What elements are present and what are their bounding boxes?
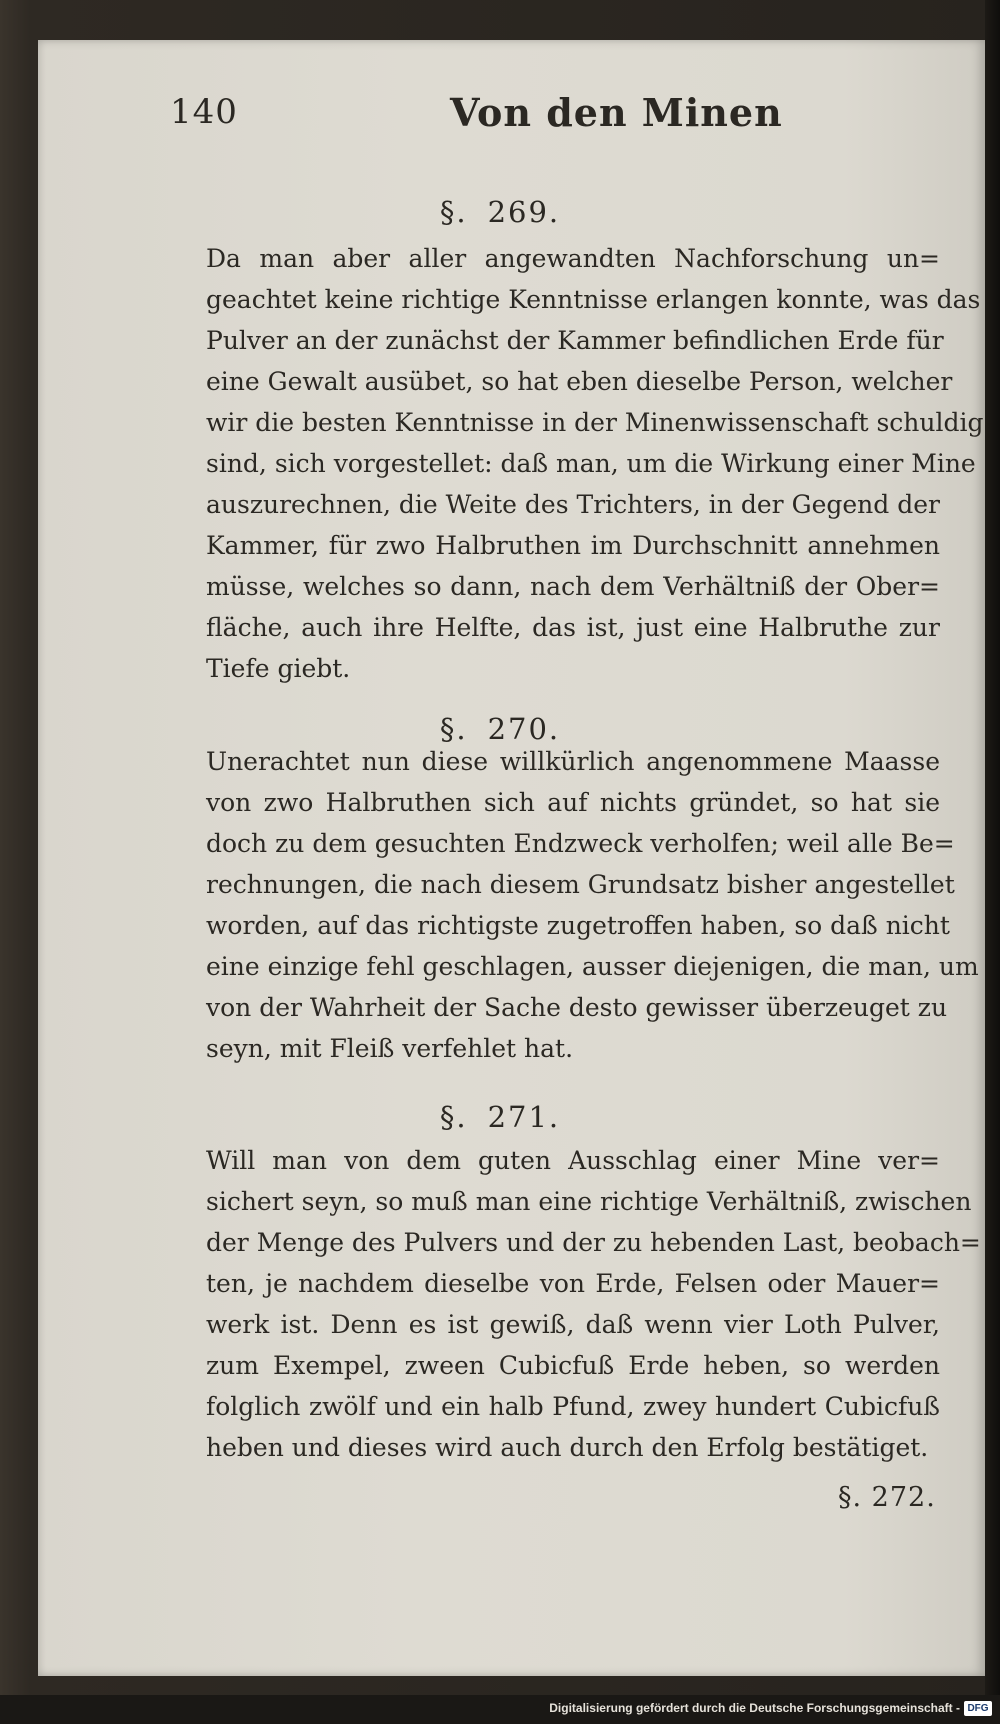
- text-line: seyn, mit Fleiß verfehlet hat.: [206, 1034, 574, 1063]
- text-line: rechnungen, die nach diesem Grundsatz bisher angestellet: [206, 870, 955, 899]
- page-number: 140: [170, 92, 238, 132]
- text-line: Pulver an der zunächst der Kammer befindlichen Erde für: [206, 326, 944, 355]
- section-sign: §.: [439, 195, 468, 229]
- text-line: Unerachtet nun diese willkürlich angenommene Maasse: [206, 747, 940, 776]
- digitization-footer: [0, 1695, 1000, 1724]
- text-line: sichert seyn, so muß man eine richtige Verhältniß, zwischen: [206, 1187, 972, 1216]
- text-line: folglich zwölf und ein halb Pfund, zwey hundert Cubicfuß: [206, 1392, 940, 1421]
- text-line: auszurechnen, die Weite des Trichters, in der Gegend der: [206, 490, 940, 519]
- page-header: [10, 92, 990, 152]
- text-line: müsse, welches so dann, nach dem Verhältniß der Ober=: [206, 572, 940, 601]
- text-line: ten, je nachdem dieselbe von Erde, Felsen oder Mauer=: [206, 1269, 940, 1298]
- section-number: 270.: [487, 712, 561, 746]
- text-line: worden, auf das richtigste zugetroffen haben, so daß nicht: [206, 911, 950, 940]
- paragraph-271: [206, 1140, 981, 1468]
- text-line: geachtet keine richtige Kenntnisse erlangen konnte, was das: [206, 285, 981, 314]
- text-line: von der Wahrheit der Sache desto gewisser überzeuget zu: [206, 993, 948, 1022]
- text-line: Da man aber aller angewandten Nachforschung un=: [206, 244, 940, 273]
- text-line: Will man von dem guten Ausschlag einer Mine ver=: [206, 1146, 940, 1175]
- section-sign: §.: [439, 1100, 468, 1134]
- text-line: fläche, auch ihre Helfte, das ist, just eine Halbruthe zur: [206, 613, 940, 642]
- text-line: Kammer, für zwo Halbruthen im Durchschnitt annehmen: [206, 531, 940, 560]
- catchword: §. 272.: [838, 1482, 936, 1513]
- book-cover-edge: [985, 0, 1000, 1724]
- text-line: zum Exempel, zween Cubicfuß Erde heben, so werden: [206, 1351, 940, 1380]
- text-line: eine einzige fehl geschlagen, ausser diejenigen, die man, um: [206, 952, 979, 981]
- dfg-logo-icon: DFG: [964, 1701, 992, 1716]
- section-heading-269: [0, 195, 1000, 229]
- paragraph-270: [206, 741, 979, 1069]
- section-sign: §.: [439, 712, 468, 746]
- text-line: der Menge des Pulvers und der zu hebenden Last, beobach=: [206, 1228, 981, 1257]
- section-number: 271.: [487, 1100, 561, 1134]
- section-number: 269.: [487, 195, 561, 229]
- text-line: wir die besten Kenntnisse in der Minenwissenschaft schuldig: [206, 408, 984, 437]
- funding-credit: Digitalisierung gefördert durch die Deutsche Forschungsgemeinschaft -: [549, 1701, 960, 1715]
- text-line: sind, sich vorgestellet: daß man, um die Wirkung einer Mine: [206, 449, 976, 478]
- text-line: eine Gewalt ausübet, so hat eben dieselbe Person, welcher: [206, 367, 953, 396]
- text-line: doch zu dem gesuchten Endzweck verholfen; weil alle Be=: [206, 829, 955, 858]
- section-heading-271: [0, 1100, 1000, 1134]
- text-line: werk ist. Denn es ist gewiß, daß wenn vier Loth Pulver,: [206, 1310, 940, 1339]
- text-line: heben und dieses wird auch durch den Erfolg bestätiget.: [206, 1433, 929, 1462]
- running-head: Von den Minen: [450, 90, 783, 135]
- text-line: Tiefe giebt.: [206, 654, 351, 683]
- text-line: von zwo Halbruthen sich auf nichts gründet, so hat sie: [206, 788, 940, 817]
- paragraph-269: [206, 238, 984, 689]
